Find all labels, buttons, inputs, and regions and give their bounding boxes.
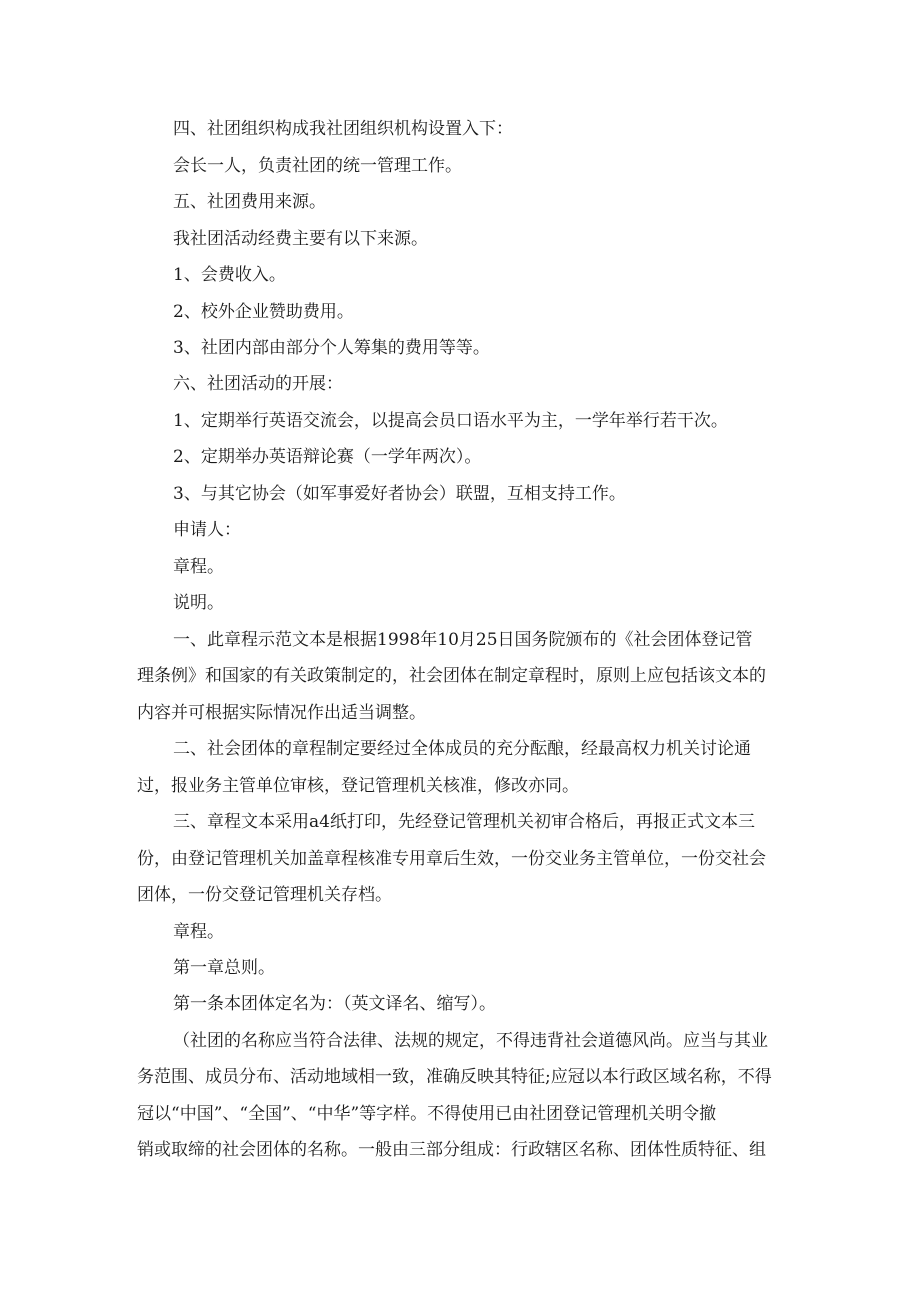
text-line: 冠以“中国”、“全国”、“中华”等字样。不得使用已由社团登记管理机关明令撤 (137, 1104, 717, 1124)
text-line: 申请人： (173, 520, 241, 540)
text-line: 说明。 (173, 593, 224, 613)
text-line: 四、社团组织构成我社团组织机构设置入下： (173, 119, 513, 139)
text-line: 1、会费收入。 (173, 265, 286, 285)
text-line: 2、定期举办英语辩论赛（一学年两次）。 (173, 447, 482, 467)
text-line: 二、社会团体的章程制定要经过全体成员的充分酝酿，经最高权力机关讨论通 (173, 739, 751, 759)
text-line: 1、定期举行英语交流会，以提高会员口语水平为主，一学年举行若干次。 (173, 411, 728, 431)
text-line: （社团的名称应当符合法律、法规的规定，不得违背社会道德风尚。应当与其业 (173, 1031, 768, 1051)
text-line: 第一章总则。 (173, 958, 275, 978)
text-line: 内容并可根据实际情况作出适当调整。 (137, 703, 426, 723)
text-line: 过，报业务主管单位审核，登记管理机关核准，修改亦同。 (137, 776, 579, 796)
text-line: 章程。 (173, 922, 224, 942)
text-line: 五、社团费用来源。 (173, 192, 326, 212)
text-line: 3、与其它协会（如军事爱好者协会）联盟，互相支持工作。 (173, 484, 626, 504)
text-line: 份，由登记管理机关加盖章程核准专用章后生效，一份交业务主管单位，一份交社会 (137, 849, 766, 869)
text-line: 章程。 (173, 557, 224, 577)
text-line: 团体，一份交登记管理机关存档。 (137, 885, 392, 905)
text-line: 第一条本团体定名为：（英文译名、缩写）。 (173, 994, 496, 1014)
text-line: 理条例》和国家的有关政策制定的，社会团体在制定章程时，原则上应包括该文本的 (137, 666, 766, 686)
text-line: 务范围、成员分布、活动地域相一致，准确反映其特征;应冠以本行政区域名称，不得 (137, 1067, 772, 1087)
text-line: 我社团活动经费主要有以下来源。 (173, 229, 428, 249)
text-line: 一、此章程示范文本是根据1998年10月25日国务院颁布的《社会团体登记管 (173, 630, 753, 650)
text-line: 2、校外企业赞助费用。 (173, 302, 354, 322)
text-line: 三、章程文本采用a4纸打印，先经登记管理机关初审合格后，再报正式文本三 (173, 812, 755, 832)
text-line: 3、社团内部由部分个人筹集的费用等等。 (173, 338, 490, 358)
text-line: 销或取缔的社会团体的名称。一般由三部分组成：行政辖区名称、团体性质特征、组 (137, 1140, 766, 1160)
text-line: 六、社团活动的开展： (173, 374, 343, 394)
text-line: 会长一人，负责社团的统一管理工作。 (173, 156, 462, 176)
